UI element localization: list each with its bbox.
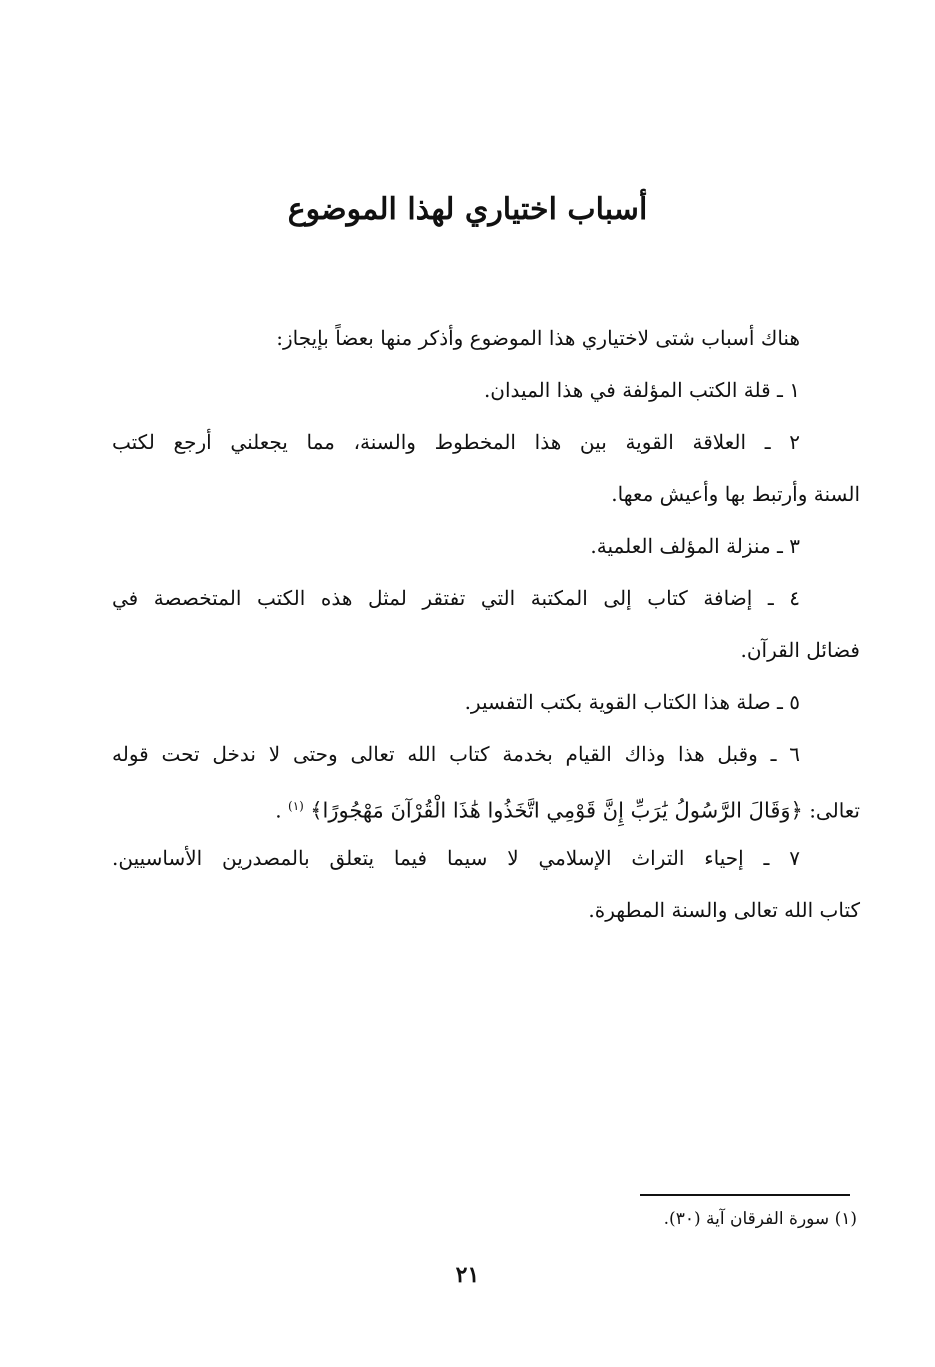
reason-6-prefix: تعالى: <box>809 798 860 823</box>
quran-verse: ﴿وَقَالَ الرَّسُولُ يَٰرَبِّ إِنَّ قَوْمِي اتَّخَذُوا هَٰذَا الْقُرْآنَ مَهْجُورًا﴾ <box>310 798 803 823</box>
reason-6-end: . <box>275 798 282 823</box>
reason-5: ٥ ـ صلة هذا الكتاب القوية بكتب التفسير. <box>464 690 800 714</box>
footnote-divider <box>640 1194 850 1196</box>
reason-7-line-1: ٧ ـ إحياء التراث الإسلامي لا سيما فيما يتعلق بالمصدرين الأساسيين. <box>112 846 800 870</box>
page-title: أسباب اختياري لهذا الموضوع <box>287 192 648 227</box>
reason-4-line-1: ٤ ـ إضافة كتاب إلى المكتبة التي تفتقر لمثل هذه الكتب المتخصصة في <box>112 586 800 610</box>
reason-6-line-1: ٦ ـ وقبل هذا وذاك القيام بخدمة كتاب الله تعالى وحتى لا ندخل تحت قوله <box>112 742 800 766</box>
reason-7-line-2: كتاب الله تعالى والسنة المطهرة. <box>588 898 860 922</box>
page-number: ٢١ <box>455 1262 480 1288</box>
reason-3: ٣ ـ منزلة المؤلف العلمية. <box>590 534 800 558</box>
reason-1: ١ ـ قلة الكتب المؤلفة في هذا الميدان. <box>483 378 800 402</box>
reason-2-line-1: ٢ ـ العلاقة القوية بين هذا المخطوط والسنة، مما يجعلني أرجع لكتب <box>112 430 800 454</box>
reason-4-line-2: فضائل القرآن. <box>740 638 860 662</box>
body-text <box>112 312 860 936</box>
reason-6-line-2 <box>112 780 860 832</box>
footnote: (١) سورة الفرقان آية (٣٠). <box>663 1209 857 1229</box>
reason-2-line-2: السنة وأرتبط بها وأعيش معها. <box>611 482 860 506</box>
footnote-reference: (١) <box>288 799 304 813</box>
intro-paragraph: هناك أسباب شتى لاختياري هذا الموضوع وأذكر منها بعضاً بإيجاز: <box>276 326 800 350</box>
